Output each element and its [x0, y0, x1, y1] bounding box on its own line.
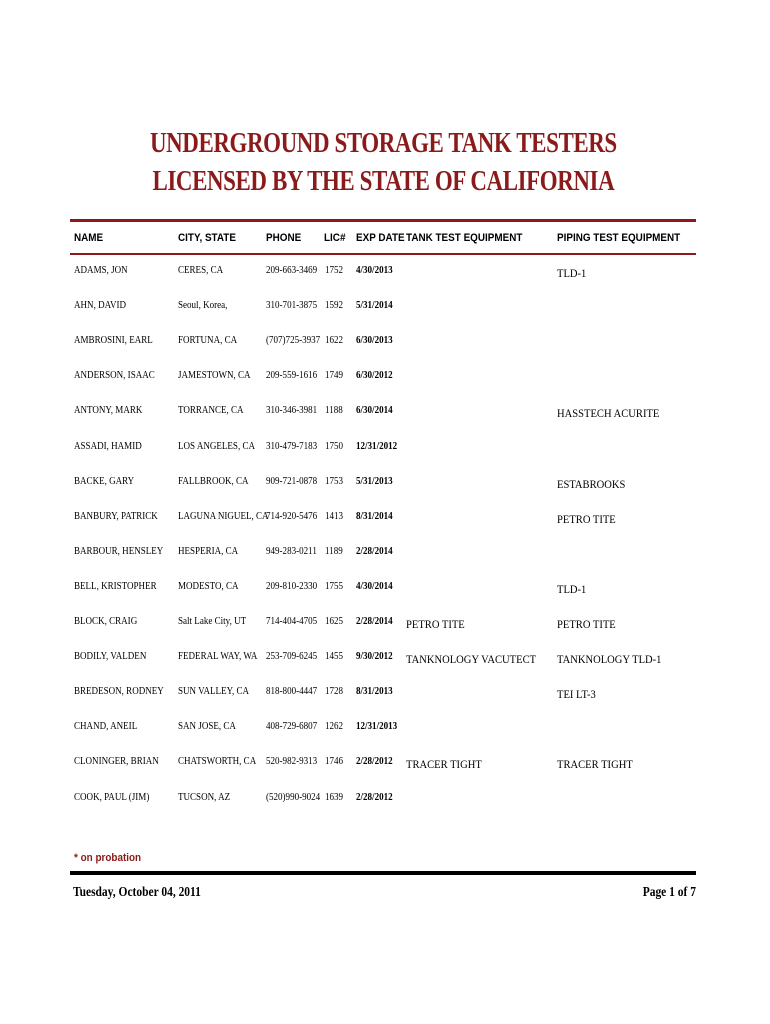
cell-license: 1755	[325, 581, 344, 592]
footer-rule	[70, 871, 696, 875]
cell-phone: (707)725-3937	[266, 335, 321, 346]
header-top-rule	[70, 219, 696, 222]
cell-piping-equipment: TEI LT-3	[557, 687, 596, 701]
cell-city: SAN JOSE, CA	[178, 721, 236, 732]
column-header-phone: PHONE	[266, 232, 302, 244]
cell-license: 1413	[325, 511, 344, 522]
cell-exp-date: 8/31/2013	[356, 686, 393, 697]
cell-piping-equipment: ESTABROOKS	[557, 477, 626, 491]
column-header-piping-equipment: PIPING TEST EQUIPMENT	[557, 232, 681, 244]
cell-exp-date: 4/30/2013	[356, 265, 393, 276]
probation-note: * on probation	[74, 852, 142, 864]
column-header-lic: LIC#	[324, 232, 346, 244]
cell-name: AMBROSINI, EARL	[74, 335, 153, 346]
cell-exp-date: 6/30/2014	[356, 405, 393, 416]
cell-name: ADAMS, JON	[74, 265, 128, 276]
footer-date: Tuesday, October 04, 2011	[73, 885, 201, 900]
header-bottom-rule	[70, 253, 696, 255]
column-header-tank-equipment: TANK TEST EQUIPMENT	[406, 232, 523, 244]
table-row	[0, 721, 770, 741]
cell-name: BARBOUR, HENSLEY	[74, 546, 164, 557]
cell-license: 1728	[325, 686, 344, 697]
cell-license: 1746	[325, 756, 344, 767]
cell-phone: 714-920-5476	[266, 511, 318, 522]
table-row	[0, 335, 770, 355]
column-header-name: NAME	[74, 232, 104, 244]
table-row	[0, 686, 770, 706]
page-number: Page 1 of 7	[642, 885, 696, 900]
cell-phone: 714-404-4705	[266, 616, 318, 627]
cell-phone: 253-709-6245	[266, 651, 318, 662]
cell-exp-date: 12/31/2012	[356, 441, 398, 452]
cell-tank-equipment: PETRO TITE	[406, 617, 465, 631]
cell-tank-equipment: TRACER TIGHT	[406, 757, 482, 771]
cell-license: 1750	[325, 441, 344, 452]
table-row	[0, 546, 770, 566]
cell-name: ANDERSON, ISAAC	[74, 370, 155, 381]
cell-phone: 818-800-4447	[266, 686, 318, 697]
cell-phone: 909-721-0878	[266, 476, 318, 487]
cell-name: ASSADI, HAMID	[74, 441, 142, 452]
cell-city: FEDERAL WAY, WA	[178, 651, 258, 662]
table-row	[0, 265, 770, 285]
cell-piping-equipment: TANKNOLOGY TLD-1	[557, 652, 662, 666]
cell-name: AHN, DAVID	[74, 300, 127, 311]
cell-name: COOK, PAUL (JIM)	[74, 792, 150, 803]
cell-exp-date: 12/31/2013	[356, 721, 398, 732]
cell-exp-date: 5/31/2013	[356, 476, 393, 487]
cell-city: Seoul, Korea,	[178, 300, 228, 311]
cell-name: CLONINGER, BRIAN	[74, 756, 159, 767]
cell-tank-equipment: TANKNOLOGY VACUTECT	[406, 652, 537, 666]
cell-exp-date: 5/31/2014	[356, 300, 393, 311]
cell-city: JAMESTOWN, CA	[178, 370, 251, 381]
column-header-exp-date: EXP DATE	[356, 232, 405, 244]
cell-name: BREDESON, RODNEY	[74, 686, 164, 697]
table-row	[0, 756, 770, 776]
cell-exp-date: 2/28/2012	[356, 756, 393, 767]
cell-name: CHAND, ANEIL	[74, 721, 138, 732]
cell-phone: 209-559-1616	[266, 370, 318, 381]
cell-city: Salt Lake City, UT	[178, 616, 247, 627]
cell-license: 1625	[325, 616, 344, 627]
cell-phone: (520)990-9024	[266, 792, 321, 803]
table-row	[0, 651, 770, 671]
cell-phone: 209-663-3469	[266, 265, 318, 276]
cell-phone: 520-982-9313	[266, 756, 318, 767]
cell-license: 1262	[325, 721, 344, 732]
cell-city: HESPERIA, CA	[178, 546, 239, 557]
cell-exp-date: 9/30/2012	[356, 651, 393, 662]
document-title-line-1: UNDERGROUND STORAGE TANK TESTERS	[149, 128, 617, 159]
cell-name: BACKE, GARY	[74, 476, 135, 487]
column-header-city: CITY, STATE	[178, 232, 236, 244]
cell-name: BLOCK, CRAIG	[74, 616, 138, 627]
cell-license: 1188	[325, 405, 343, 416]
cell-exp-date: 6/30/2012	[356, 370, 393, 381]
cell-name: BODILY, VALDEN	[74, 651, 147, 662]
cell-city: CERES, CA	[178, 265, 224, 276]
table-row	[0, 511, 770, 531]
cell-city: LAGUNA NIGUEL, CA	[178, 511, 269, 522]
cell-exp-date: 4/30/2014	[356, 581, 393, 592]
cell-city: TUCSON, AZ	[178, 792, 231, 803]
cell-exp-date: 2/28/2014	[356, 616, 393, 627]
cell-name: BELL, KRISTOPHER	[74, 581, 157, 592]
cell-piping-equipment: TLD-1	[557, 582, 587, 596]
table-row	[0, 616, 770, 636]
table-row	[0, 370, 770, 390]
cell-phone: 310-479-7183	[266, 441, 318, 452]
cell-city: TORRANCE, CA	[178, 405, 244, 416]
cell-exp-date: 8/31/2014	[356, 511, 393, 522]
table-row	[0, 300, 770, 320]
cell-city: MODESTO, CA	[178, 581, 239, 592]
cell-city: LOS ANGELES, CA	[178, 441, 256, 452]
cell-license: 1639	[325, 792, 344, 803]
cell-piping-equipment: PETRO TITE	[557, 512, 616, 526]
cell-exp-date: 2/28/2014	[356, 546, 393, 557]
cell-city: CHATSWORTH, CA	[178, 756, 257, 767]
table-row	[0, 792, 770, 812]
cell-license: 1749	[325, 370, 344, 381]
cell-piping-equipment: HASSTECH ACURITE	[557, 406, 660, 420]
cell-license: 1189	[325, 546, 343, 557]
cell-city: FORTUNA, CA	[178, 335, 238, 346]
document-title-line-2: LICENSED BY THE STATE OF CALIFORNIA	[152, 166, 615, 197]
table-row	[0, 441, 770, 461]
cell-license: 1752	[325, 265, 344, 276]
table-row	[0, 405, 770, 425]
cell-phone: 949-283-0211	[266, 546, 317, 557]
cell-city: FALLBROOK, CA	[178, 476, 249, 487]
cell-license: 1592	[325, 300, 344, 311]
cell-city: SUN VALLEY, CA	[178, 686, 250, 697]
table-row	[0, 476, 770, 496]
cell-phone: 209-810-2330	[266, 581, 318, 592]
cell-phone: 310-701-3875	[266, 300, 318, 311]
cell-phone: 408-729-6807	[266, 721, 318, 732]
cell-exp-date: 2/28/2012	[356, 792, 393, 803]
cell-license: 1455	[325, 651, 344, 662]
cell-piping-equipment: TRACER TIGHT	[557, 757, 633, 771]
cell-license: 1622	[325, 335, 344, 346]
cell-exp-date: 6/30/2013	[356, 335, 393, 346]
cell-license: 1753	[325, 476, 344, 487]
cell-name: BANBURY, PATRICK	[74, 511, 158, 522]
cell-name: ANTONY, MARK	[74, 405, 143, 416]
table-row	[0, 581, 770, 601]
cell-phone: 310-346-3981	[266, 405, 318, 416]
cell-piping-equipment: PETRO TITE	[557, 617, 616, 631]
cell-piping-equipment: TLD-1	[557, 266, 587, 280]
